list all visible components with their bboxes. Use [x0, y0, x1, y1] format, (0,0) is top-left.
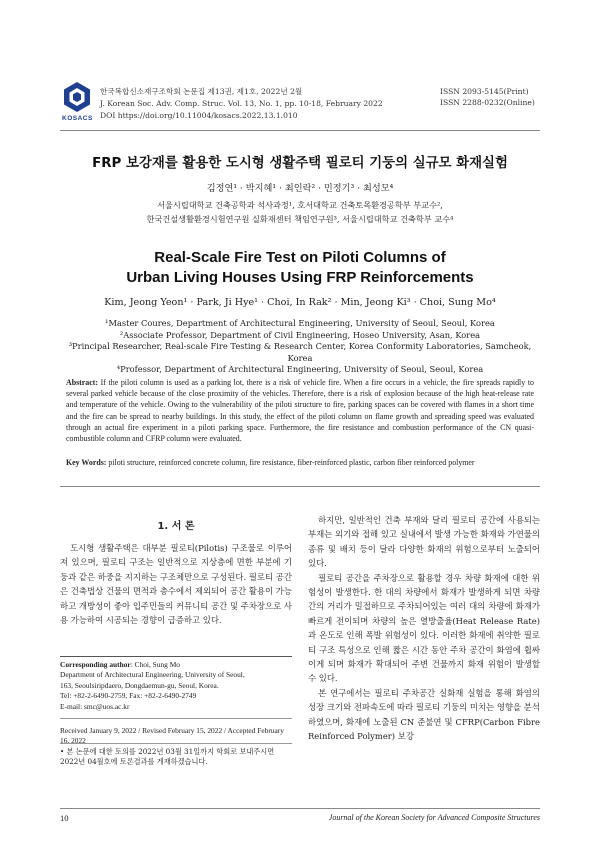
affiliation-en-line: ¹Master Coures, Department of Architectural Engineering, University of Seoul, Seoul, Korea [105, 318, 495, 328]
corresponding-address: 163, Seoulsiripdaero, Dongdaemun-gu, Seoul, Korea. [60, 680, 219, 690]
authors-english: Kim, Jeong Yeon¹ · Park, Ji Hye¹ · Choi, In Rak² · Min, Jeong Ki³ · Choi, Sung Mo⁴ [104, 297, 496, 308]
journal-name-ko: 한국복합신소재구조학회 논문집 제13권, 제1호, 2022년 2월 [100, 87, 303, 96]
doi-link[interactable]: DOI https://doi.org/10.11004/kosacs.2022.13.1.010 [100, 111, 298, 120]
affiliations-korean [60, 198, 540, 226]
title-english-line: Urban Living Houses Using FRP Reinforcements [126, 269, 474, 286]
body-paragraph: 도시형 생활주택은 대부분 필로티(Pilotis) 구조물로 이루어져 있으며, 필로티 구조는 일반적으로 지상층에 면한 부분에 기둥과 같은 하중을 지지하는 구조체만으로 구성된다. 필로티 공간은 건축법상 건물의 면적과 층수에서 제외되어 공간 활용이 가능하고 개방성이 좋아 입주민들의 커뮤니티 공간 및 주차장으로 사용 가능하여 시공되는 경향이 급증하고 있다. [60, 543, 292, 626]
keywords-text: piloti structure, reinforced concrete column, fire resistance, fiber-reinforced plastic, carbon fiber reinforced polymer [108, 458, 475, 467]
header-divider [60, 130, 540, 131]
title-korean: FRP 보강재를 활용한 도시형 생활주택 필로티 기둥의 실규모 화재실험 [92, 156, 508, 171]
corresponding-phone: Tel: +82-2-6490-2759, Fax: +82-2-6490-2749 [60, 691, 197, 701]
body-paragraph: 필로티 공간을 주차장으로 활용할 경우 차량 화재에 대한 위험성이 발생한다. 한 대의 차량에서 화재가 발생하게 되면 차량 간의 거리가 밀접하므로 주차되어있는 여러 대의 차량에 화재가 빠르게 전이되며 차량의 높은 열방출율(Heat Release Rate)과 온도로 인해 폭발 위험성이 있다. 이러한 화재에 취약한 필로티 구조 특성으로 인해 짧은 시간 동안 주차 공간이 화염에 휩싸이게 되며 화재가 확대되어 주변 건물까지 화재 위험이 발생할 수 있다. [308, 572, 540, 684]
discussion-notice: • 본 논문에 대한 토의를 2022년 03월 31일까지 학회로 보내주시면 2022년 04월호에 토론결과를 게재하겠습니다. [60, 743, 292, 767]
corresponding-name: : Choi, Sung Mo [130, 660, 180, 669]
section-title: 1. 서 론 [157, 521, 195, 532]
received-dates: Received January 9, 2022 / Revised February 15, 2022 / Accepted February 16, 2022 [60, 718, 292, 747]
keywords [66, 457, 534, 468]
abstract [66, 377, 534, 444]
affiliation-en-line: ²Associate Professor, Department of Civil Engineering, Hoseo University, Asan, Korea [119, 329, 481, 340]
body-paragraph: 본 연구에서는 필로티 주차공간 실화재 실험을 통해 화염의 성장 크기와 전파속도에 따라 필로티 기둥의 미치는 영향을 분석하였으며, 화재에 노출된 CN 준불연 및 CFRP(Carbon Fibre Reinforced Polymer) 보강 [308, 687, 540, 742]
journal-name-en: J. Korean Soc. Adv. Comp. Struc. Vol. 13, No. 1, pp. 10-18, February 2022 [100, 99, 383, 108]
corresponding-email[interactable]: E-mail: smc@uos.ac.kr [60, 701, 130, 711]
authors-korean: 김정연¹ · 박지혜¹ · 최인락² · 민정기³ · 최성모⁴ [206, 183, 394, 194]
body-paragraph: 하지만, 일반적인 건축 부재와 달리 필로티 공간에 사용되는 부재는 외기와 접해 있고 실내에서 발생 가능한 화재와 가연물의 종류 및 배치 등이 달라 다양한 화재의 위험으로부터 노출되어 있다. [308, 515, 540, 569]
corresponding-author-box [60, 656, 292, 712]
affiliation-en-line: ³Principal Researcher, Real-scale Fire Testing & Research Center, Korea Conformity Laboratories, Samcheok, Korea [68, 341, 532, 363]
right-column [308, 513, 540, 744]
issn-online: ISSN 2288-0232(Online) [440, 98, 535, 107]
affiliation-ko-line: 한국건설생활환경시험연구원 실화재센터 책임연구원³, 서울시립대학교 건축학부 교수⁴ [146, 214, 454, 224]
abstract-text: If the piloti column is used as a parking lot, there is a risk of vehicle fire. When a fire occurs in a vehicle, the fire spreads rapidly to several parked vehicle because of the close proximity of the vehicles. Therefore, there is a risk of explosion because of the high heat-release rate and temperature of the vehicle. Owing to the vulnerability of the piloti structure to fire, parking spaces can be covered with flames in a short time and the fire can be spread to nearby buildings. In this study, the effect of the piloti column on flame growth and spreading speed was evaluated through an actual fire experiment in a piloti parking space. Furthermore, the fire resistance and combustion performance of the CN quasi-combustible column and CFRP column were evaluated. [66, 378, 534, 444]
affiliation-en-line: ⁴Professor, Department of Architectural Engineering, University of Seoul, Seoul, Korea [116, 364, 484, 374]
corresponding-address: Department of Architectural Engineering, University of Seoul, [60, 670, 245, 680]
abstract-label: Abstract: [66, 378, 98, 387]
keywords-label: Key Words: [66, 458, 107, 467]
kosacs-logo-icon [60, 80, 94, 114]
title-english [60, 248, 540, 288]
footer-journal: Journal of the Korean Society for Advanced Composite Structures [328, 813, 540, 822]
logo-text: KOSACS [62, 115, 93, 122]
page-number: 10 [60, 813, 69, 823]
footer-divider [60, 808, 540, 809]
journal-header [100, 86, 400, 122]
issn-block [440, 86, 535, 108]
issn-print: ISSN 2093-5145(Print) [440, 87, 529, 96]
title-english-line: Real-Scale Fire Test on Piloti Columns of [154, 249, 446, 266]
corresponding-label: Corresponding author [60, 660, 131, 669]
affiliation-ko-line: 서울시립대학교 건축공학과 석사과정¹, 호서대학교 건축토목환경공학부 부교수², [157, 200, 443, 210]
abstract-divider [60, 486, 540, 487]
affiliations-english [60, 318, 540, 376]
